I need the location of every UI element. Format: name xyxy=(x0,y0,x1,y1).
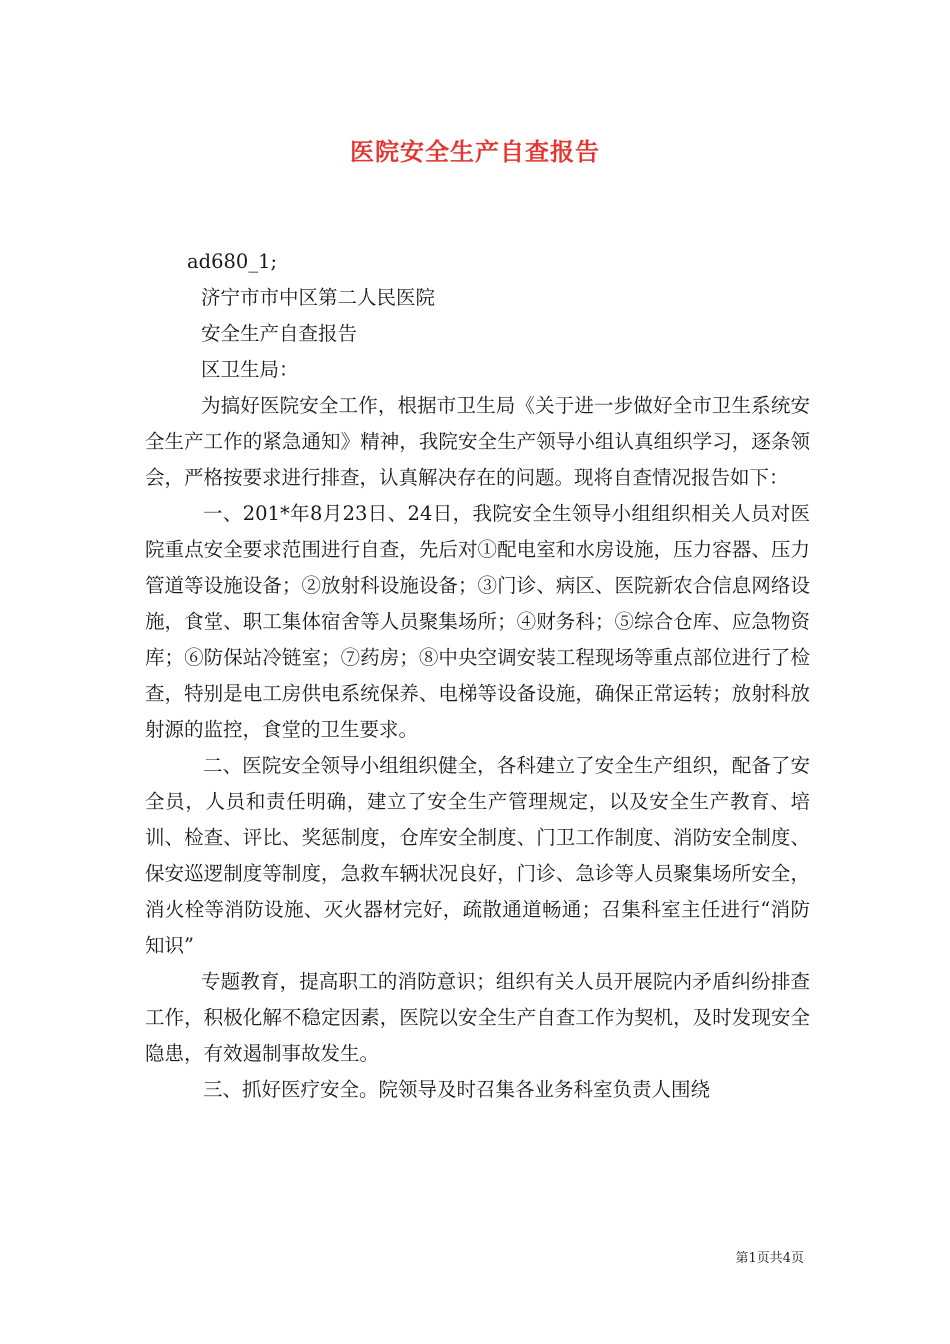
paragraph-intro: 为搞好医院安全工作，根据市卫生局《关于进一步做好全市卫生系统安全生产工作的紧急通知》精神，我院安全生产领导小组认真组织学习，逐条领会，严格按要求进行排查，认真解决存在的问题。现将自查情况报告如下： xyxy=(145,394,810,489)
paragraph-section-2-continued: 专题教育，提高职工的消防意识；组织有关人员开展院内矛盾纠纷排查工作，积极化解不稳定因素，医院以安全生产自查工作为契机，及时发现安全隐患，有效遏制事故发生。 xyxy=(145,970,810,1065)
paragraph-section-3: 三、抓好医疗安全。院领导及时召集各业务科室负责人围绕 xyxy=(203,1078,711,1101)
page-title: 医院安全生产自查报告 xyxy=(350,137,600,166)
document-code: ad680_1; xyxy=(187,250,278,273)
hospital-name: 济宁市市中区第二人民医院 xyxy=(201,286,436,309)
report-subtitle: 安全生产自查报告 xyxy=(201,322,358,345)
document-body xyxy=(145,244,810,1108)
page-number: 第1页共4页 xyxy=(735,1251,804,1266)
addressee: 区卫生局： xyxy=(201,358,299,381)
paragraph-section-1: 一、201*年8月23日、24日，我院安全生领导小组组织相关人员对医院重点安全要求范围进行自查，先后对①配电室和水房设施，压力容器、压力管道等设施设备；②放射科设施设备；③门诊、病区、医院新农合信息网络设施，食堂、职工集体宿舍等人员聚集场所；④财务科；⑤综合仓库、应急物资库；⑥防保站冷链室；⑦药房；⑧中央空调安装工程现场等重点部位进行了检查，特别是电工房供电系统保养、电梯等设备设施，确保正常运转；放射科放射源的监控，食堂的卫生要求。 xyxy=(145,502,810,741)
paragraph-section-2: 二、医院安全领导小组组织健全，各科建立了安全生产组织，配备了安全员，人员和责任明确，建立了安全生产管理规定，以及安全生产教育、培训、检查、评比、奖惩制度，仓库安全制度、门卫工作制度、消防安全制度、保安巡逻制度等制度，急救车辆状况良好，门诊、急诊等人员聚集场所安全，消火栓等消防设施、灭火器材完好，疏散通道畅通；召集科室主任进行“消防知识” xyxy=(145,754,810,957)
